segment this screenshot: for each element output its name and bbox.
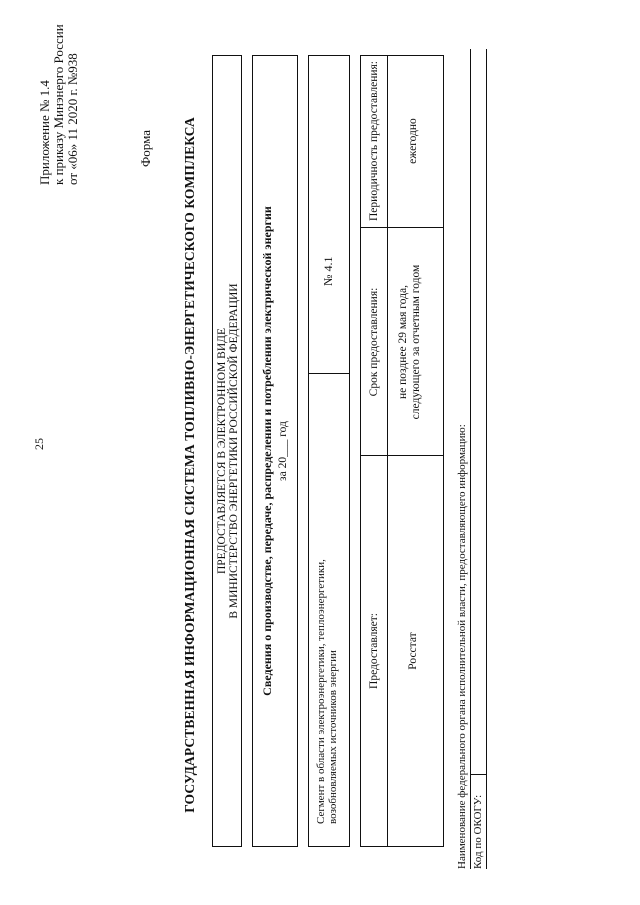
segment-line-2: возобновляемых источников энергии [327, 650, 339, 824]
report-title-box [252, 55, 298, 847]
electronic-submission-box [212, 55, 242, 847]
report-year: за 20___ год [277, 421, 289, 481]
appendix-line-1: Приложение № 1.4 [37, 80, 52, 185]
agency-underline [470, 49, 471, 869]
electronic-line-1: ПРЕДОСТАВЛЯЕТСЯ В ЭЛЕКТРОННОМ ВИДЕ [216, 327, 228, 575]
segment-text [315, 464, 339, 824]
appendix-line-2: к приказу Минэнерго России [51, 24, 66, 185]
cell-frequency: ежегодно [407, 118, 419, 164]
segment-box [308, 55, 350, 847]
form-number: № 4.1 [321, 256, 335, 286]
appendix-reference [38, 25, 80, 185]
okogu-underline [486, 49, 487, 869]
form-label: Форма [138, 130, 153, 167]
agency-label: Наименование федерального органа исполнительной власти, предоставляющего информацию: [456, 424, 468, 869]
okogu-divider [470, 774, 486, 775]
cell-deadline-line-1: не позднее 29 мая года, [397, 285, 409, 399]
cell-provider: Росстат [407, 632, 419, 670]
segment-line-1: Сегмент в области электроэнергетики, теплоэнергетики, [315, 559, 327, 824]
okogu-label: Код по ОКОГУ: [472, 794, 484, 869]
cell-deadline [397, 228, 423, 456]
header-provider: Предоставляет: [368, 613, 380, 689]
header-deadline: Срок предоставления: [368, 287, 380, 397]
electronic-line-2: В МИНИСТЕРСТВО ЭНЕРГЕТИКИ РОССИЙСКОЙ ФЕДЕРАЦИИ [228, 283, 240, 619]
report-title: Сведения о производстве, передаче, распределении и потреблении электрической энергии [260, 206, 274, 696]
main-title: ГОСУДАРСТВЕННАЯ ИНФОРМАЦИОННАЯ СИСТЕМА ТОПЛИВНО-ЭНЕРГЕТИЧЕСКОГО КОМПЛЕКСА [182, 117, 197, 813]
header-frequency: Периодичность предоставления: [368, 61, 380, 221]
page-number: 25 [32, 438, 46, 450]
table-header-divider [387, 56, 388, 846]
submission-table [360, 55, 444, 847]
appendix-line-3: от «06» 11 2020 г. №938 [65, 53, 80, 185]
segment-divider [309, 373, 349, 374]
cell-deadline-line-2: следующего за отчетным годом [410, 264, 422, 420]
